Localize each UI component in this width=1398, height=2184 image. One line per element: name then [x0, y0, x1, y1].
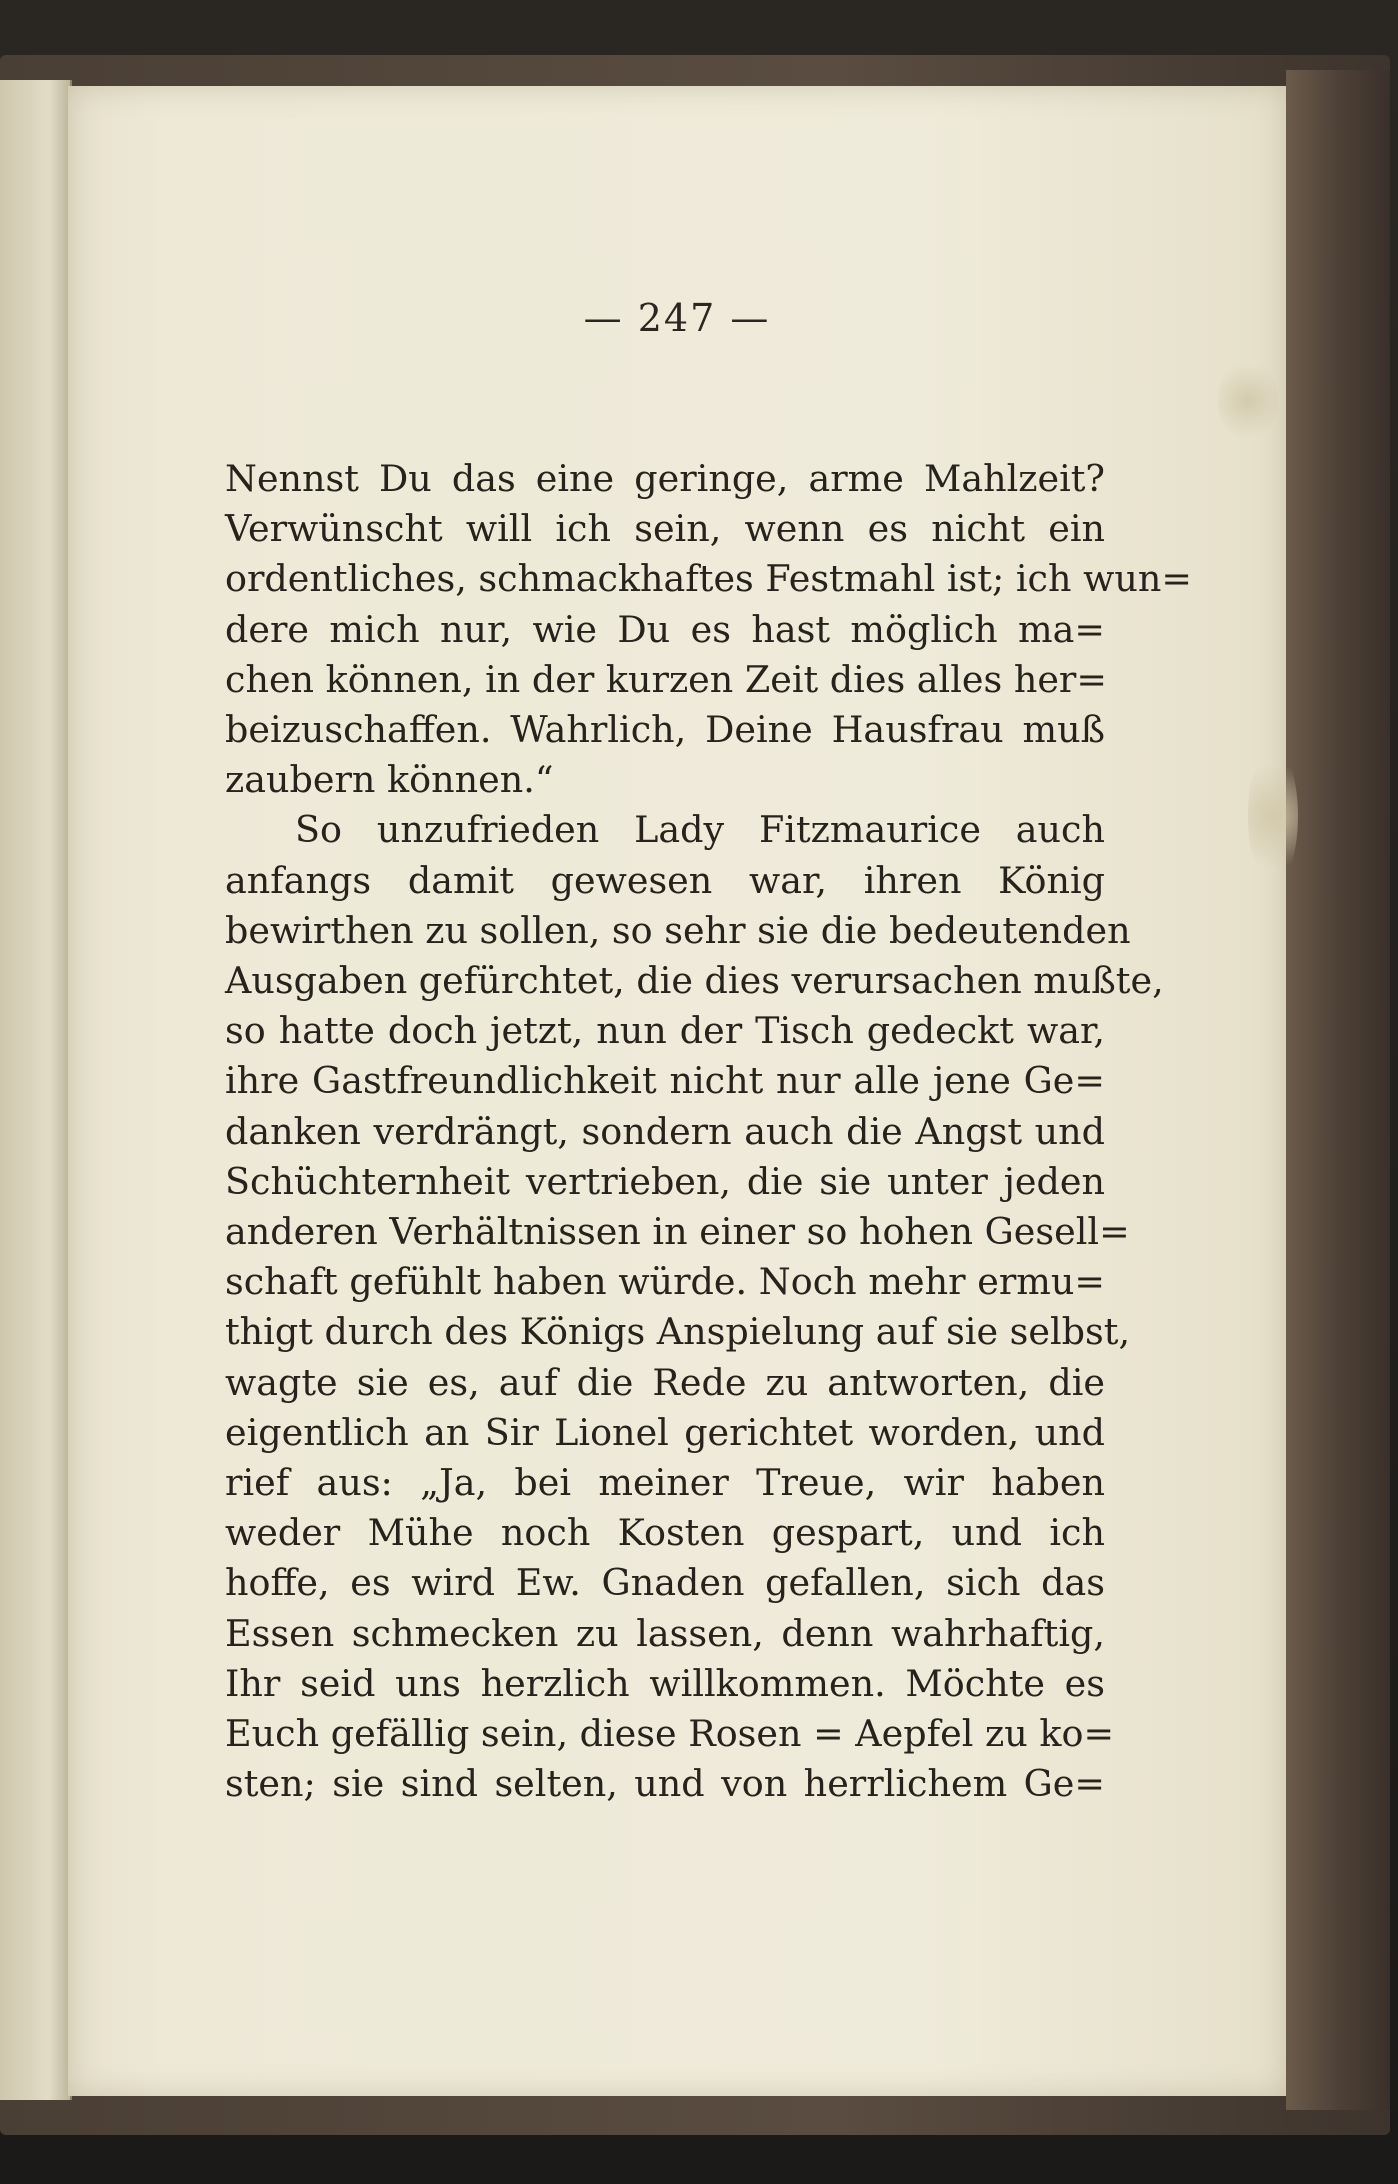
- text-line: bewirthen zu sollen, so sehr sie die bedeutenden: [225, 908, 1131, 952]
- text-line: rief aus: „Ja, bei meiner Treue, wir haben: [225, 1461, 1105, 1505]
- text-line: Essen schmecken zu lassen, denn wahrhaftig,: [225, 1611, 1105, 1655]
- text-line: dere mich nur, wie Du es hast möglich ma=: [225, 607, 1105, 651]
- text-line: Schüchternheit vertrieben, die sie unter jeden: [225, 1159, 1105, 1203]
- text-line: so hatte doch jetzt, nun der Tisch gedeckt war,: [225, 1009, 1105, 1053]
- text-line: danken verdrängt, sondern auch die Angst und: [225, 1109, 1105, 1153]
- text-line: Euch gefällig sein, diese Rosen = Aepfel zu ko=: [225, 1712, 1115, 1756]
- page-number: — 247 —: [583, 296, 771, 340]
- text-line: Verwünscht will ich sein, wenn es nicht ein: [225, 507, 1105, 551]
- text-line: zaubern können.“: [225, 758, 554, 802]
- text-line: ordentliches, schmackhaftes Festmahl ist; ich wun=: [225, 557, 1192, 601]
- text-line: ihre Gastfreundlichkeit nicht nur alle jene Ge=: [225, 1059, 1105, 1103]
- text-line: chen können, in der kurzen Zeit dies alles her=: [225, 657, 1107, 701]
- text-line: Ihr seid uns herzlich willkommen. Möchte es: [225, 1661, 1105, 1705]
- text-line: So unzufrieden Lady Fitzmaurice auch: [295, 808, 1105, 852]
- text-line: wagte sie es, auf die Rede zu antworten, die: [225, 1360, 1105, 1404]
- text-line: hoffe, es wird Ew. Gnaden gefallen, sich das: [225, 1561, 1105, 1605]
- paper-stain: [1248, 746, 1298, 886]
- text-line: anderen Verhältnissen in einer so hohen Gesell=: [225, 1210, 1130, 1254]
- body-text: [225, 454, 1192, 1809]
- right-cover-edge: [1286, 70, 1390, 2110]
- text-line: thigt durch des Königs Anspielung auf sie selbst,: [225, 1310, 1131, 1354]
- paper-stain: [1218, 356, 1278, 446]
- text-line: schaft gefühlt haben würde. Noch mehr ermu=: [225, 1260, 1105, 1304]
- text-line: sten; sie sind selten, und von herrlichem Ge=: [225, 1762, 1105, 1806]
- text-line: eigentlich an Sir Lionel gerichtet worden, und: [225, 1410, 1105, 1454]
- text-line: anfangs damit gewesen war, ihren König: [225, 858, 1105, 902]
- left-page-edge: [0, 80, 72, 2100]
- text-line: Ausgaben gefürchtet, die dies verursachen mußte,: [225, 959, 1164, 1003]
- text-line: weder Mühe noch Kosten gespart, und ich: [225, 1511, 1105, 1555]
- text-line: beizuschaffen. Wahrlich, Deine Hausfrau muß: [225, 708, 1105, 752]
- page: [68, 86, 1286, 2096]
- text-line: Nennst Du das eine geringe, arme Mahlzeit?: [225, 457, 1105, 500]
